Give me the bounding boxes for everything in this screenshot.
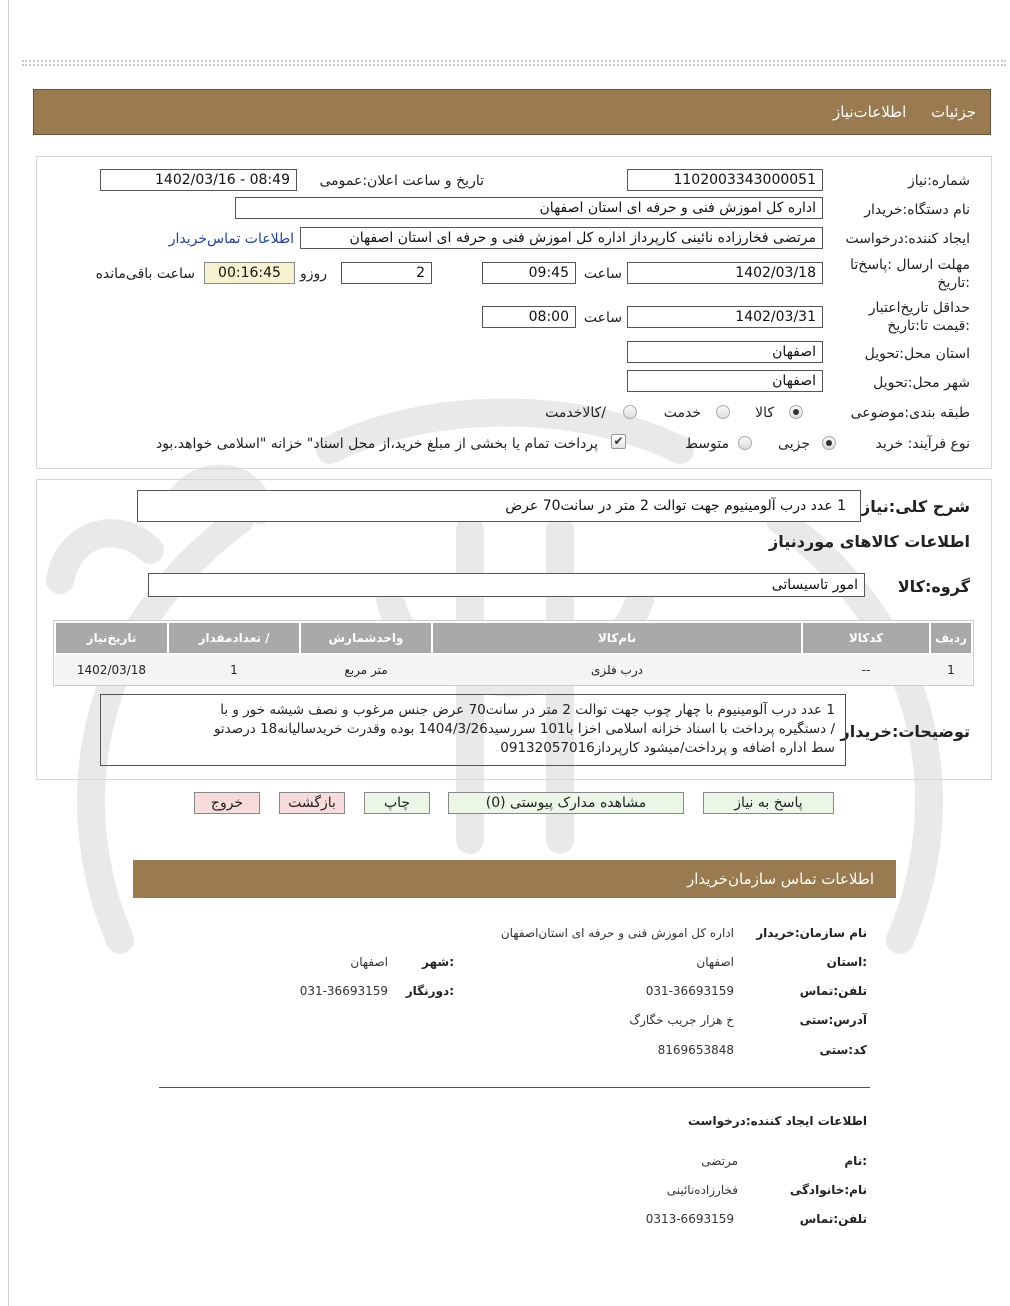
page-left-border bbox=[8, 0, 9, 1306]
cell-goods-name: درب فلزی bbox=[432, 654, 802, 685]
category-label: طبقه بندی:موضوعی bbox=[850, 405, 970, 421]
buyer-notes-line: / دستگیره پرداخت با اسناد خزانه اسلامی اخزا با101 سررسید1404/3/26 بوده وقدرت خریدسالیانه18 درصدتو bbox=[213, 721, 835, 737]
goods-group-field: امور تاسیساتی bbox=[148, 573, 865, 597]
required-goods-title: اطلاعات کالاهای موردنیاز bbox=[769, 532, 970, 551]
goods-group-label: گروه:کالا bbox=[897, 577, 970, 596]
print-button[interactable]: چاپ bbox=[364, 792, 430, 814]
contact-province-value: اصفهان bbox=[696, 955, 734, 969]
col-quantity: / تعدادمقدار bbox=[168, 622, 300, 654]
days-label: روزو bbox=[299, 266, 327, 282]
process-option-minor: جزیی bbox=[778, 436, 810, 452]
remaining-time-label: ساعت باقی‌مانده bbox=[95, 266, 195, 282]
buyer-contact-link[interactable]: اطلاعات تماس‌خریدار bbox=[168, 231, 294, 247]
validity-label-2: :قیمت تا:تاریخ bbox=[887, 318, 970, 334]
creator-name-label: :نام bbox=[844, 1154, 867, 1168]
creator-phone-value: 0313-6693159 bbox=[645, 1212, 734, 1226]
creator-label: ایجاد کننده:درخواست bbox=[845, 231, 970, 247]
creator-family-label: نام:خانوادگی bbox=[789, 1183, 867, 1197]
creator-field: مرتضی فخارزاده نائینی کارپرداز اداره کل اموزش فنی و حرفه ای استان اصفهان bbox=[300, 227, 823, 249]
creator-name-value: مرتضی bbox=[701, 1154, 738, 1168]
treasury-checkbox[interactable]: ✔ bbox=[611, 434, 626, 449]
category-option-goods-service: /کالاخدمت bbox=[545, 405, 606, 421]
col-goods-code: کدکالا bbox=[802, 622, 930, 654]
creator-family-value: فخارزاده‌نائینی bbox=[666, 1183, 738, 1197]
contact-fax-value: 031-36693159 bbox=[299, 984, 388, 998]
contact-address-label: آدرس:ستی bbox=[799, 1013, 867, 1027]
contact-fax-label: :دورنگار bbox=[405, 984, 454, 998]
validity-date-field: 1402/03/31 bbox=[627, 306, 823, 328]
announce-datetime-label: تاریخ و ساعت اعلان:عمومی bbox=[319, 173, 484, 189]
view-attachments-button[interactable]: مشاهده مدارک پیوستی (0) bbox=[448, 792, 684, 814]
validity-time-label: ساعت bbox=[583, 310, 622, 326]
buyer-contact-header: اطلاعات تماس سازمان‌خریدار bbox=[133, 860, 896, 898]
buyer-notes-field bbox=[100, 694, 846, 766]
org-name-value: اداره کل اموزش فنی و حرفه ای استان‌اصفهان bbox=[500, 926, 734, 940]
announce-datetime-field: 1402/03/16 - 08:49 bbox=[100, 169, 297, 191]
treasury-note: پرداخت تمام یا بخشی از مبلغ خرید،از محل اسناد" خزانه "اسلامی خواهد.بود bbox=[155, 436, 598, 452]
deadline-label: مهلت ارسال :پاسخ‌تا bbox=[850, 257, 970, 273]
category-radio-goods-service[interactable] bbox=[623, 405, 637, 419]
org-name-label: نام سازمان:خریدار bbox=[756, 926, 867, 940]
need-number-label: شماره:نیاز bbox=[907, 173, 970, 189]
deadline-label-2: :تاریخ bbox=[937, 275, 970, 291]
process-option-medium: متوسط bbox=[685, 436, 729, 452]
general-description-field: 1 عدد درب آلومینیوم جهت توالت 2 متر در سانت70 عرض bbox=[137, 490, 861, 522]
col-row-number: ردیف bbox=[930, 622, 972, 654]
deadline-date-field: 1402/03/18 bbox=[627, 262, 823, 284]
process-radio-minor[interactable] bbox=[822, 436, 836, 450]
city-label: شهر محل:تحویل bbox=[873, 375, 970, 391]
cell-unit: متر مربع bbox=[300, 654, 432, 685]
buyer-org-label: نام دستگاه:خریدار bbox=[864, 202, 970, 218]
days-remaining-field: 2 bbox=[341, 262, 432, 284]
buyer-notes-line: 1 عدد درب آلومینیوم با چهار چوب جهت توالت 2 متر در سانت70 عرض جنس مرغوب و نصف شیشه خور و با bbox=[220, 702, 835, 718]
need-number-field: 1102003343000051 bbox=[627, 169, 823, 191]
process-radio-medium[interactable] bbox=[738, 436, 752, 450]
items-table bbox=[54, 621, 973, 685]
deadline-time-label: ساعت bbox=[583, 266, 622, 282]
tab-need-info[interactable]: اطلاعات‌نیاز bbox=[833, 103, 907, 121]
items-table-wrapper bbox=[53, 620, 974, 686]
reply-to-need-button[interactable]: پاسخ به نیاز bbox=[703, 792, 834, 814]
process-type-label: نوع فرآیند: خرید bbox=[875, 436, 970, 452]
buyer-notes-label: توضیحات:خریدار bbox=[840, 722, 970, 741]
creator-info-title: اطلاعات ایجاد کننده:درخواست bbox=[687, 1114, 867, 1128]
buyer-notes-line: سط اداره اضافه و پرداخت/میشود کارپرداز09132057016 bbox=[500, 740, 835, 756]
col-need-date: تاریخ‌نیاز bbox=[55, 622, 168, 654]
cell-need-date: 1402/03/18 bbox=[55, 654, 168, 685]
category-option-service: خدمت bbox=[663, 405, 701, 421]
col-goods-name: نام‌کالا bbox=[432, 622, 802, 654]
dotted-divider bbox=[22, 60, 1006, 62]
contact-phone-value: 031-36693159 bbox=[645, 984, 734, 998]
category-radio-goods[interactable] bbox=[789, 405, 803, 419]
exit-button[interactable]: خروج bbox=[194, 792, 260, 814]
cell-row-number: 1 bbox=[930, 654, 972, 685]
category-option-goods: کالا bbox=[755, 405, 774, 421]
contact-address-value: خ هزار جریب خگارگ bbox=[629, 1013, 734, 1027]
province-field: اصفهان bbox=[627, 341, 823, 363]
contact-postal-label: کد:ستی bbox=[819, 1043, 867, 1057]
remaining-time-field: 00:16:45 bbox=[204, 262, 295, 284]
province-label: استان محل:تحویل bbox=[864, 346, 970, 362]
details-header-bar bbox=[33, 89, 991, 135]
contact-phone-label: تلفن:تماس bbox=[799, 984, 867, 998]
back-button[interactable]: بازگشت bbox=[279, 792, 345, 814]
col-unit: واحدشمارش bbox=[300, 622, 432, 654]
section-divider bbox=[159, 1087, 870, 1088]
deadline-time-field: 09:45 bbox=[482, 262, 576, 284]
table-row bbox=[55, 654, 972, 685]
tab-details[interactable]: جزئیات bbox=[931, 103, 976, 121]
contact-city-value: اصفهان bbox=[350, 955, 388, 969]
contact-province-label: :استان bbox=[826, 955, 867, 969]
validity-label: حداقل تاریخ‌اعتبار bbox=[868, 300, 970, 316]
dotted-divider bbox=[22, 64, 1006, 66]
contact-postal-value: 8169653848 bbox=[657, 1043, 734, 1057]
validity-time-field: 08:00 bbox=[482, 306, 576, 328]
city-field: اصفهان bbox=[627, 370, 823, 392]
category-radio-service[interactable] bbox=[716, 405, 730, 419]
cell-quantity: 1 bbox=[168, 654, 300, 685]
contact-city-label: :شهر bbox=[422, 955, 454, 969]
creator-phone-label: تلفن:تماس bbox=[799, 1212, 867, 1226]
buyer-org-field: اداره کل اموزش فنی و حرفه ای استان اصفهان bbox=[235, 197, 823, 219]
cell-goods-code: -- bbox=[802, 654, 930, 685]
general-description-label: شرح کلی:نیاز bbox=[861, 497, 970, 516]
